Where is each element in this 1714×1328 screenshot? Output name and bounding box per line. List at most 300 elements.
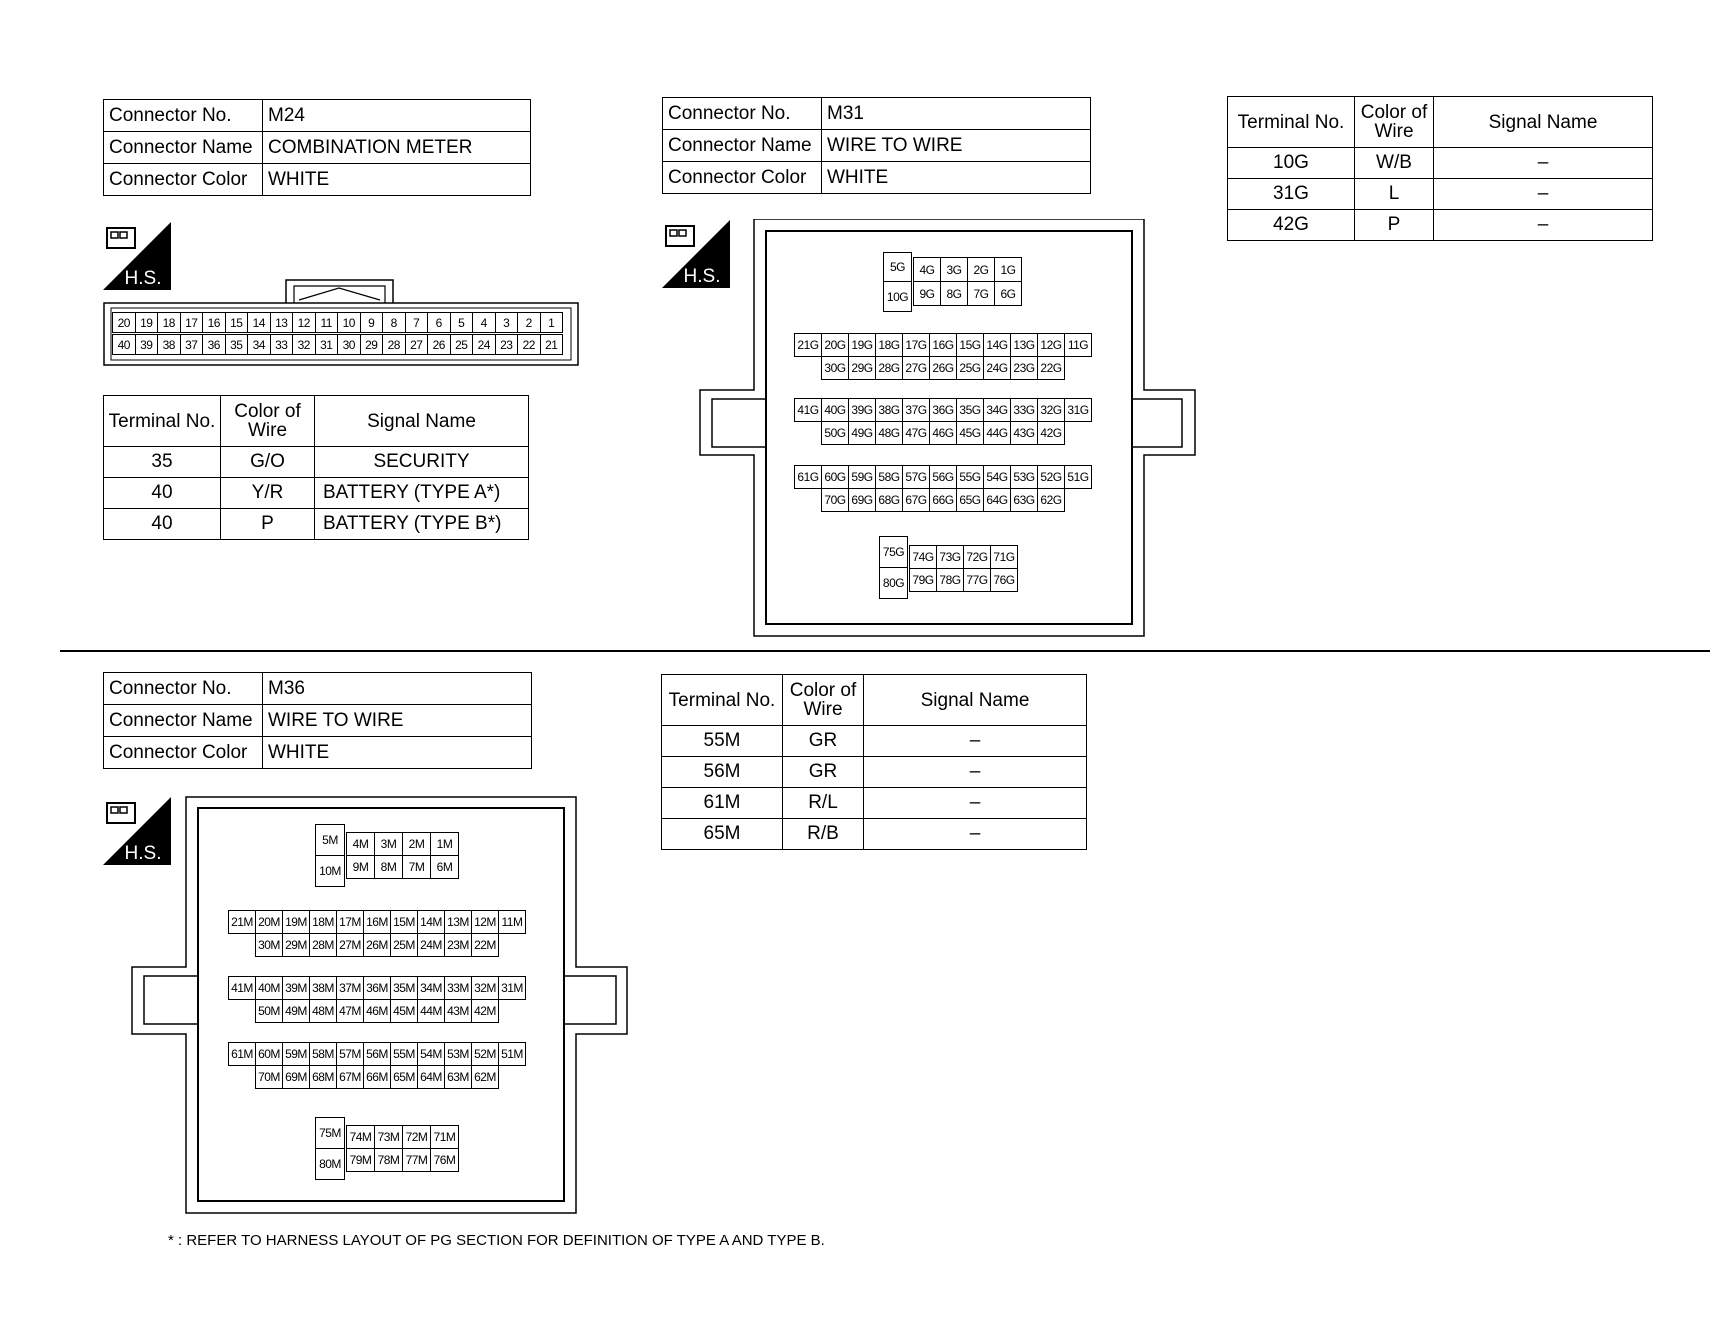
signal-name: – xyxy=(864,819,1087,850)
m31-pin-row xyxy=(913,257,1022,282)
terminal-no: 55M xyxy=(662,726,783,757)
m24-pin: 26 xyxy=(427,334,451,355)
table-row xyxy=(104,447,529,478)
terminal-no: 40 xyxy=(104,509,221,540)
wire-color: P xyxy=(221,509,315,540)
m36-pin: 72M xyxy=(402,1125,431,1149)
wire-color: R/L xyxy=(783,788,864,819)
m31-info-row xyxy=(663,98,1091,130)
m36-pin: 41M xyxy=(228,976,256,1000)
table-row xyxy=(662,757,1087,788)
m36-pin: 4M xyxy=(346,832,375,856)
terminal-no-header: Terminal No. xyxy=(1228,97,1355,148)
m24-info-label: Connector Color xyxy=(104,164,263,196)
m31-pin: 13G xyxy=(1010,333,1038,357)
m31-pin-row xyxy=(821,488,1065,512)
signal-name: – xyxy=(1434,210,1653,241)
m31-connector-info-table xyxy=(662,97,1091,194)
wire-color: P xyxy=(1355,210,1434,241)
m31-pin: 25G xyxy=(956,356,984,380)
m36-pin: 29M xyxy=(282,933,310,957)
m36-info-row xyxy=(104,673,532,705)
m36-info-row xyxy=(104,705,532,737)
m24-terminal-table xyxy=(103,395,529,540)
m31-info-label: Connector No. xyxy=(663,98,822,130)
m24-info-row xyxy=(104,164,531,196)
m36-pin: 22M xyxy=(471,933,499,957)
m36-pin: 28M xyxy=(309,933,337,957)
table-row xyxy=(662,819,1087,850)
m24-info-value: COMBINATION METER xyxy=(263,132,531,164)
m36-pin: 33M xyxy=(444,976,472,1000)
m24-pin: 24 xyxy=(472,334,496,355)
m36-pin: 20M xyxy=(255,910,283,934)
m31-pin-row xyxy=(794,333,1092,357)
m24-pin: 1 xyxy=(540,312,564,333)
m31-pin-row xyxy=(909,568,1018,592)
m31-pin: 24G xyxy=(983,356,1011,380)
m24-pin: 30 xyxy=(337,334,361,355)
m36-info-label: Connector Color xyxy=(104,737,263,769)
m31-pin-row xyxy=(909,545,1018,569)
m24-pin: 2 xyxy=(517,312,541,333)
terminal-no: 31G xyxy=(1228,179,1355,210)
m36-pin: 3M xyxy=(374,832,403,856)
m36-pin: 43M xyxy=(444,999,472,1023)
m24-info-label: Connector Name xyxy=(104,132,263,164)
m36-pin: 7M xyxy=(402,855,431,879)
m36-pin: 34M xyxy=(417,976,445,1000)
m36-pin: 74M xyxy=(346,1125,375,1149)
m31-info-value: WHITE xyxy=(822,162,1091,194)
m36-pin: 58M xyxy=(309,1042,337,1066)
table-row xyxy=(1228,210,1653,241)
m36-pin: 47M xyxy=(336,999,364,1023)
m36-pin: 40M xyxy=(255,976,283,1000)
table-header-row xyxy=(1228,97,1653,148)
m24-pin: 3 xyxy=(495,312,519,333)
m36-pin: 10M xyxy=(315,855,345,887)
m36-pin: 24M xyxy=(417,933,445,957)
m31-pin: 35G xyxy=(956,398,984,422)
m24-pin: 4 xyxy=(472,312,496,333)
m36-pin: 64M xyxy=(417,1065,445,1089)
m36-pin: 21M xyxy=(228,910,256,934)
signal-name: BATTERY (TYPE A*) xyxy=(315,478,529,509)
m31-pin: 68G xyxy=(875,488,903,512)
terminal-no: 40 xyxy=(104,478,221,509)
m36-pin: 9M xyxy=(346,855,375,879)
m31-pin: 59G xyxy=(848,465,876,489)
m36-pin-row xyxy=(255,933,499,957)
m31-pin: 27G xyxy=(902,356,930,380)
terminal-no: 35 xyxy=(104,447,221,478)
m31-info-value: M31 xyxy=(822,98,1091,130)
m31-pin: 28G xyxy=(875,356,903,380)
m36-pin: 48M xyxy=(309,999,337,1023)
m24-pin: 6 xyxy=(427,312,451,333)
color-of-wire-header: Color of Wire xyxy=(1355,97,1434,148)
m31-pin: 14G xyxy=(983,333,1011,357)
m36-pin: 14M xyxy=(417,910,445,934)
m36-pin-row xyxy=(346,832,459,856)
wire-color: Y/R xyxy=(221,478,315,509)
signal-name: – xyxy=(864,726,1087,757)
m24-pin: 7 xyxy=(405,312,429,333)
m36-pin: 39M xyxy=(282,976,310,1000)
m31-pin: 50G xyxy=(821,421,849,445)
m31-pin: 77G xyxy=(963,568,991,592)
m31-pin: 72G xyxy=(963,545,991,569)
m31-pin: 44G xyxy=(983,421,1011,445)
m31-pin: 8G xyxy=(940,281,968,306)
color-of-wire-header: Color of Wire xyxy=(221,396,315,447)
m31-pin: 55G xyxy=(956,465,984,489)
m36-pin: 27M xyxy=(336,933,364,957)
m31-pin: 62G xyxy=(1037,488,1065,512)
terminal-no-header: Terminal No. xyxy=(104,396,221,447)
m36-info-label: Connector No. xyxy=(104,673,263,705)
m24-info-row xyxy=(104,100,531,132)
m31-pin: 47G xyxy=(902,421,930,445)
wire-color: G/O xyxy=(221,447,315,478)
m24-connector-info-table xyxy=(103,99,531,196)
m24-pin: 8 xyxy=(382,312,406,333)
table-row xyxy=(1228,148,1653,179)
wire-color: GR xyxy=(783,757,864,788)
m24-pin: 14 xyxy=(247,312,271,333)
table-header-row xyxy=(662,675,1087,726)
m31-pin-row xyxy=(913,281,1022,306)
m36-pin-row xyxy=(255,1065,499,1089)
m31-pin: 1G xyxy=(994,257,1022,282)
m36-pin: 65M xyxy=(390,1065,418,1089)
m31-pin: 37G xyxy=(902,398,930,422)
m24-pin: 23 xyxy=(495,334,519,355)
m31-pin: 54G xyxy=(983,465,1011,489)
m31-pin: 16G xyxy=(929,333,957,357)
m31-pin: 78G xyxy=(936,568,964,592)
m36-pin: 75M xyxy=(315,1117,345,1149)
terminal-no: 65M xyxy=(662,819,783,850)
terminal-no: 10G xyxy=(1228,148,1355,179)
m24-pin: 13 xyxy=(270,312,294,333)
m24-pin: 36 xyxy=(202,334,226,355)
m31-pin: 67G xyxy=(902,488,930,512)
wire-color: R/B xyxy=(783,819,864,850)
m36-pin: 70M xyxy=(255,1065,283,1089)
m24-pin: 22 xyxy=(517,334,541,355)
m36-pin: 23M xyxy=(444,933,472,957)
m31-pin: 12G xyxy=(1037,333,1065,357)
section-divider xyxy=(60,650,1710,652)
m36-pin: 37M xyxy=(336,976,364,1000)
m24-pin: 11 xyxy=(315,312,339,333)
m36-pin: 45M xyxy=(390,999,418,1023)
m36-pin: 5M xyxy=(315,824,345,856)
m31-info-value: WIRE TO WIRE xyxy=(822,130,1091,162)
color-of-wire-header: Color of Wire xyxy=(783,675,864,726)
m36-pin: 11M xyxy=(498,910,526,934)
m36-terminal-table xyxy=(661,674,1087,850)
m36-pin: 13M xyxy=(444,910,472,934)
m31-pin: 20G xyxy=(821,333,849,357)
terminal-no: 56M xyxy=(662,757,783,788)
m36-pin: 53M xyxy=(444,1042,472,1066)
m31-pin: 53G xyxy=(1010,465,1038,489)
m36-pin: 30M xyxy=(255,933,283,957)
m36-pin: 2M xyxy=(402,832,431,856)
m31-pin: 66G xyxy=(929,488,957,512)
m36-pin: 80M xyxy=(315,1148,345,1180)
m31-pin: 38G xyxy=(875,398,903,422)
m36-pin: 49M xyxy=(282,999,310,1023)
m31-pin: 75G xyxy=(879,536,908,568)
m36-pin: 16M xyxy=(363,910,391,934)
m36-pin: 51M xyxy=(498,1042,526,1066)
m36-pin: 31M xyxy=(498,976,526,1000)
m24-pin: 29 xyxy=(360,334,384,355)
m24-pin: 5 xyxy=(450,312,474,333)
m36-pin: 56M xyxy=(363,1042,391,1066)
m36-pin: 8M xyxy=(374,855,403,879)
m31-pin: 49G xyxy=(848,421,876,445)
terminal-no: 61M xyxy=(662,788,783,819)
m24-pin: 33 xyxy=(270,334,294,355)
m36-pin: 38M xyxy=(309,976,337,1000)
m31-pin: 15G xyxy=(956,333,984,357)
m24-pin: 18 xyxy=(157,312,181,333)
m31-pin: 71G xyxy=(990,545,1018,569)
m31-pin: 19G xyxy=(848,333,876,357)
m24-pin: 31 xyxy=(315,334,339,355)
m31-pin: 42G xyxy=(1037,421,1065,445)
m31-pin: 17G xyxy=(902,333,930,357)
m36-pin: 69M xyxy=(282,1065,310,1089)
wire-color: L xyxy=(1355,179,1434,210)
m31-pin: 74G xyxy=(909,545,937,569)
m24-pin: 40 xyxy=(112,334,136,355)
table-row xyxy=(104,478,529,509)
m36-pin: 66M xyxy=(363,1065,391,1089)
m36-pin: 12M xyxy=(471,910,499,934)
m24-info-row xyxy=(104,132,531,164)
m36-pin: 60M xyxy=(255,1042,283,1066)
m36-pin: 50M xyxy=(255,999,283,1023)
m36-pin: 44M xyxy=(417,999,445,1023)
m31-pin: 9G xyxy=(913,281,941,306)
m24-pin: 10 xyxy=(337,312,361,333)
m31-pin: 45G xyxy=(956,421,984,445)
m31-pin: 73G xyxy=(936,545,964,569)
m36-pin: 63M xyxy=(444,1065,472,1089)
footnote: * : REFER TO HARNESS LAYOUT OF PG SECTION FOR DEFINITION OF TYPE A AND TYPE B. xyxy=(168,1232,825,1249)
m24-pin-row-bottom xyxy=(112,334,563,355)
signal-name-header: Signal Name xyxy=(315,396,529,447)
table-header-row xyxy=(104,396,529,447)
m31-info-row xyxy=(663,162,1091,194)
m36-pin: 73M xyxy=(374,1125,403,1149)
m36-pin: 71M xyxy=(430,1125,459,1149)
m31-pin: 10G xyxy=(883,281,912,312)
m36-pin-row xyxy=(228,910,526,934)
m36-info-value: M36 xyxy=(263,673,532,705)
m36-pin: 46M xyxy=(363,999,391,1023)
m31-pin: 64G xyxy=(983,488,1011,512)
m31-pin: 52G xyxy=(1037,465,1065,489)
m36-pin: 18M xyxy=(309,910,337,934)
m36-pin-row xyxy=(346,855,459,879)
m31-pin: 11G xyxy=(1064,333,1092,357)
m36-pin: 61M xyxy=(228,1042,256,1066)
m36-info-row xyxy=(104,737,532,769)
m31-pin: 36G xyxy=(929,398,957,422)
signal-name: – xyxy=(864,788,1087,819)
m36-pin-row xyxy=(346,1125,459,1149)
m31-terminal-table xyxy=(1227,96,1653,241)
m24-info-value: WHITE xyxy=(263,164,531,196)
m36-pin: 62M xyxy=(471,1065,499,1089)
m31-pin: 76G xyxy=(990,568,1018,592)
m36-pin: 68M xyxy=(309,1065,337,1089)
m31-pin: 43G xyxy=(1010,421,1038,445)
m36-pin: 6M xyxy=(430,855,459,879)
m36-info-label: Connector Name xyxy=(104,705,263,737)
m24-pin: 32 xyxy=(292,334,316,355)
m31-pin: 29G xyxy=(848,356,876,380)
m24-pin: 19 xyxy=(135,312,159,333)
m31-pin: 6G xyxy=(994,281,1022,306)
m31-pin-row xyxy=(794,465,1092,489)
wire-color: GR xyxy=(783,726,864,757)
signal-name-header: Signal Name xyxy=(864,675,1087,726)
m24-pin: 12 xyxy=(292,312,316,333)
m24-info-label: Connector No. xyxy=(104,100,263,132)
m31-pin: 22G xyxy=(1037,356,1065,380)
m31-pin: 5G xyxy=(883,252,912,282)
m31-pin: 60G xyxy=(821,465,849,489)
m36-pin: 32M xyxy=(471,976,499,1000)
m31-pin-row xyxy=(821,356,1065,380)
signal-name: BATTERY (TYPE B*) xyxy=(315,509,529,540)
m31-pin: 39G xyxy=(848,398,876,422)
m36-pin: 54M xyxy=(417,1042,445,1066)
m36-pin: 1M xyxy=(430,832,459,856)
m31-pin: 40G xyxy=(821,398,849,422)
m36-pin: 78M xyxy=(374,1148,403,1172)
m31-pin: 65G xyxy=(956,488,984,512)
m36-pin-row xyxy=(228,1042,526,1066)
signal-name-header: Signal Name xyxy=(1434,97,1653,148)
m36-pin: 36M xyxy=(363,976,391,1000)
terminal-no-header: Terminal No. xyxy=(662,675,783,726)
terminal-no: 42G xyxy=(1228,210,1355,241)
m36-pin: 26M xyxy=(363,933,391,957)
m31-info-row xyxy=(663,130,1091,162)
m31-pin: 51G xyxy=(1064,465,1092,489)
m31-pin: 21G xyxy=(794,333,822,357)
signal-name: – xyxy=(1434,148,1653,179)
m24-pin: 21 xyxy=(540,334,564,355)
hs-label: H.S. xyxy=(683,266,721,287)
m24-pin-row-top xyxy=(112,312,563,333)
m31-pin: 56G xyxy=(929,465,957,489)
m24-pin: 25 xyxy=(450,334,474,355)
m24-pin: 37 xyxy=(180,334,204,355)
m36-pin: 42M xyxy=(471,999,499,1023)
signal-name: SECURITY xyxy=(315,447,529,478)
signal-name: – xyxy=(1434,179,1653,210)
m24-pin: 9 xyxy=(360,312,384,333)
m31-pin: 2G xyxy=(967,257,995,282)
m31-pin: 31G xyxy=(1064,398,1092,422)
m36-info-value: WIRE TO WIRE xyxy=(263,705,532,737)
m36-pin: 15M xyxy=(390,910,418,934)
m36-pin-row xyxy=(228,976,526,1000)
m31-pin: 61G xyxy=(794,465,822,489)
m31-pin: 57G xyxy=(902,465,930,489)
m24-pin: 35 xyxy=(225,334,249,355)
table-row xyxy=(1228,179,1653,210)
m31-pin: 3G xyxy=(940,257,968,282)
m36-pin: 35M xyxy=(390,976,418,1000)
m36-pin: 19M xyxy=(282,910,310,934)
m31-pin: 69G xyxy=(848,488,876,512)
m24-pin: 17 xyxy=(180,312,204,333)
m36-pin: 57M xyxy=(336,1042,364,1066)
m36-pin: 59M xyxy=(282,1042,310,1066)
m31-pin: 79G xyxy=(909,568,937,592)
m31-pin: 48G xyxy=(875,421,903,445)
table-row xyxy=(104,509,529,540)
m31-pin: 41G xyxy=(794,398,822,422)
m31-pin: 30G xyxy=(821,356,849,380)
m31-pin: 32G xyxy=(1037,398,1065,422)
m36-pin: 17M xyxy=(336,910,364,934)
m31-pin: 18G xyxy=(875,333,903,357)
m36-pin: 76M xyxy=(430,1148,459,1172)
table-row xyxy=(662,726,1087,757)
m36-pin: 55M xyxy=(390,1042,418,1066)
m36-pin: 25M xyxy=(390,933,418,957)
m36-pin: 52M xyxy=(471,1042,499,1066)
m31-pin: 33G xyxy=(1010,398,1038,422)
m24-pin: 34 xyxy=(247,334,271,355)
m24-pin: 39 xyxy=(135,334,159,355)
m24-pin: 20 xyxy=(112,312,136,333)
m36-pin-row xyxy=(346,1148,459,1172)
m31-pin: 80G xyxy=(879,567,908,599)
m31-pin: 58G xyxy=(875,465,903,489)
m31-pin: 70G xyxy=(821,488,849,512)
m36-pin: 79M xyxy=(346,1148,375,1172)
m36-info-value: WHITE xyxy=(263,737,532,769)
m31-pin: 46G xyxy=(929,421,957,445)
hs-label: H.S. xyxy=(124,843,162,864)
m31-info-label: Connector Name xyxy=(663,130,822,162)
m24-pin: 16 xyxy=(202,312,226,333)
m31-pin: 7G xyxy=(967,281,995,306)
m31-pin: 23G xyxy=(1010,356,1038,380)
m31-pin: 63G xyxy=(1010,488,1038,512)
m24-pin: 15 xyxy=(225,312,249,333)
m36-pin: 77M xyxy=(402,1148,431,1172)
m31-pin: 4G xyxy=(913,257,941,282)
m24-pin: 28 xyxy=(382,334,406,355)
m31-info-label: Connector Color xyxy=(663,162,822,194)
m31-pin-row xyxy=(821,421,1065,445)
m36-connector-info-table xyxy=(103,672,532,769)
